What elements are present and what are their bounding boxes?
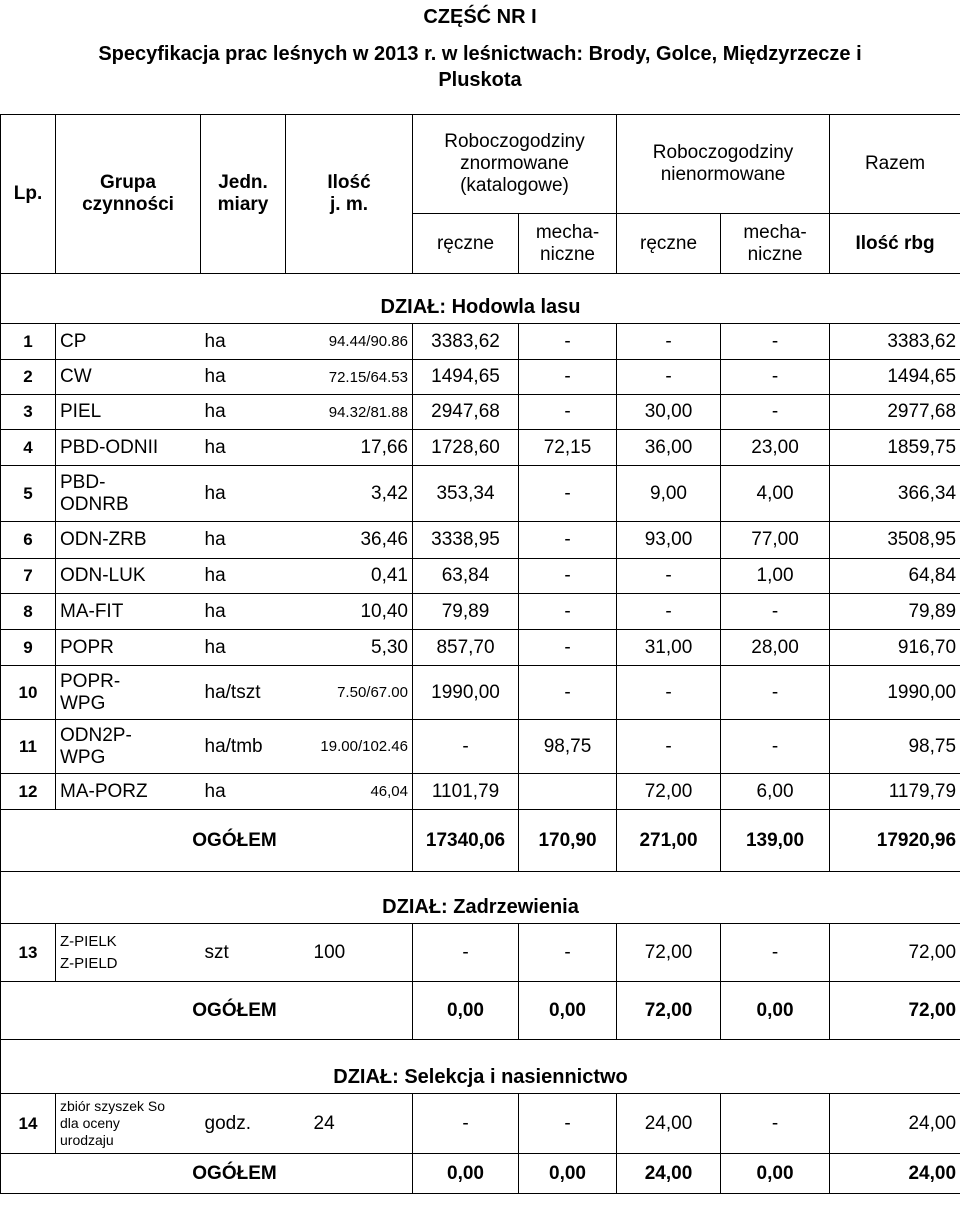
row-jedn: ha/tmb [201, 720, 286, 774]
table-row [1, 720, 960, 774]
row-jedn: ha [201, 324, 286, 360]
row-razem: 1859,75 [830, 430, 960, 466]
row-grupa-line2: ODNRB [60, 493, 129, 515]
row-grupa [56, 466, 201, 522]
row-razem: 3508,95 [830, 522, 960, 559]
row-reczne-nienorm: 93,00 [617, 522, 721, 559]
row-lp: 11 [1, 720, 56, 774]
table-row [1, 360, 960, 395]
table-row [1, 774, 960, 810]
row-razem: 64,84 [830, 559, 960, 594]
row-ilosc: 17,66 [286, 430, 413, 466]
total-mech-norm: 170,90 [519, 810, 617, 872]
header-ilosc [286, 115, 413, 274]
header-reczne-norm: ręczne [413, 214, 519, 274]
row-reczne-norm: 1728,60 [413, 430, 519, 466]
row-reczne-nienorm: 9,00 [617, 466, 721, 522]
header-ilosc-line2: j. m. [329, 194, 368, 215]
header-grupa [56, 115, 201, 274]
row-mech-nienorm: 1,00 [721, 559, 830, 594]
total-mech-nienorm: 0,00 [721, 1154, 830, 1194]
table-row [1, 430, 960, 466]
row-ilosc: 19.00/102.46 [286, 720, 413, 774]
row-grupa: ODN-LUK [56, 559, 201, 594]
table-row [1, 594, 960, 630]
row-razem: 916,70 [830, 630, 960, 666]
row-jedn: ha [201, 774, 286, 810]
total-razem: 17920,96 [830, 810, 960, 872]
row-lp: 12 [1, 774, 56, 810]
row-ilosc: 36,46 [286, 522, 413, 559]
header-mech-nienorm-line2: niczne [747, 243, 803, 265]
row-jedn: ha [201, 466, 286, 522]
row-grupa: PIEL [56, 395, 201, 430]
row-mech-nienorm: 4,00 [721, 466, 830, 522]
row-grupa-line2: WPG [60, 746, 106, 768]
row-razem: 3383,62 [830, 324, 960, 360]
row-lp: 9 [1, 630, 56, 666]
row-reczne-norm: - [413, 720, 519, 774]
row-reczne-nienorm: - [617, 559, 721, 594]
row-reczne-nienorm: - [617, 720, 721, 774]
row-reczne-norm: 353,34 [413, 466, 519, 522]
row-grupa: ODN-ZRB [56, 522, 201, 559]
row-lp: 5 [1, 466, 56, 522]
row-grupa [56, 924, 201, 982]
row-ilosc: 7.50/67.00 [286, 666, 413, 720]
total-reczne-norm: 17340,06 [413, 810, 519, 872]
row-mech-norm: - [519, 630, 617, 666]
row-ilosc: 24 [286, 1094, 413, 1154]
row-mech-norm: - [519, 666, 617, 720]
row-jedn: ha/tszt [201, 666, 286, 720]
row-lp: 1 [1, 324, 56, 360]
header-norm [413, 115, 617, 214]
row-grupa [56, 666, 201, 720]
row-reczne-nienorm: - [617, 594, 721, 630]
total-reczne-nienorm: 271,00 [617, 810, 721, 872]
header-reczne-nienorm: ręczne [617, 214, 721, 274]
total-reczne-norm: 0,00 [413, 1154, 519, 1194]
row-jedn: ha [201, 630, 286, 666]
row-reczne-norm: 1101,79 [413, 774, 519, 810]
header-row-1 [1, 115, 960, 214]
row-grupa-line2: dla oceny [60, 1115, 120, 1131]
row-reczne-norm: 3338,95 [413, 522, 519, 559]
total-reczne-nienorm: 24,00 [617, 1154, 721, 1194]
row-mech-norm [519, 774, 617, 810]
row-reczne-norm: 1990,00 [413, 666, 519, 720]
row-mech-nienorm: 23,00 [721, 430, 830, 466]
row-mech-nienorm: - [721, 324, 830, 360]
row-mech-norm: - [519, 594, 617, 630]
row-lp: 7 [1, 559, 56, 594]
row-grupa: MA-PORZ [56, 774, 201, 810]
row-lp: 3 [1, 395, 56, 430]
row-reczne-nienorm: 72,00 [617, 924, 721, 982]
header-jedn-line2: miary [217, 194, 269, 215]
header-ilosc-rbg: Ilość rbg [830, 214, 960, 274]
row-reczne-norm: 857,70 [413, 630, 519, 666]
row-reczne-nienorm: - [617, 360, 721, 395]
row-lp: 8 [1, 594, 56, 630]
header-razem: Razem [830, 115, 960, 214]
section-title-zadrzewienia: DZIAŁ: Zadrzewienia [1, 872, 960, 924]
spec-title-line1: Specyfikacja prac leśnych w 2013 r. w leśnictwach: Brody, Golce, Międzyrzecze i [98, 43, 862, 65]
row-razem: 1494,65 [830, 360, 960, 395]
row-razem: 72,00 [830, 924, 960, 982]
header-jedn [201, 115, 286, 274]
total-label: OGÓŁEM [1, 1154, 413, 1194]
row-reczne-norm: - [413, 1094, 519, 1154]
total-mech-nienorm: 139,00 [721, 810, 830, 872]
total-row [1, 1154, 960, 1194]
total-mech-norm: 0,00 [519, 982, 617, 1040]
row-jedn: szt [201, 924, 286, 982]
row-grupa [56, 720, 201, 774]
header-mech-nienorm-line1: mecha- [743, 221, 807, 243]
part-title: CZĘŚĆ NR I [423, 6, 537, 28]
row-mech-nienorm: 6,00 [721, 774, 830, 810]
row-reczne-norm: 3383,62 [413, 324, 519, 360]
row-mech-norm: - [519, 559, 617, 594]
row-reczne-nienorm: 36,00 [617, 430, 721, 466]
row-ilosc: 3,42 [286, 466, 413, 522]
row-reczne-norm: 79,89 [413, 594, 519, 630]
row-ilosc: 5,30 [286, 630, 413, 666]
row-mech-norm: 72,15 [519, 430, 617, 466]
row-grupa: CP [56, 324, 201, 360]
row-grupa: POPR [56, 630, 201, 666]
header-mech-nienorm [721, 214, 830, 274]
row-ilosc: 72.15/64.53 [286, 360, 413, 395]
row-mech-nienorm: 77,00 [721, 522, 830, 559]
row-reczne-nienorm: 72,00 [617, 774, 721, 810]
header-mech-norm [519, 214, 617, 274]
row-grupa-line1: zbiór szyszek So [60, 1098, 166, 1114]
total-mech-norm: 0,00 [519, 1154, 617, 1194]
row-razem: 1179,79 [830, 774, 960, 810]
table-row [1, 630, 960, 666]
section-row [1, 274, 960, 324]
work-specification-table [0, 114, 960, 1194]
row-jedn: ha [201, 395, 286, 430]
row-lp: 6 [1, 522, 56, 559]
row-mech-nienorm: - [721, 594, 830, 630]
section-row [1, 1040, 960, 1094]
table-row [1, 924, 960, 982]
row-reczne-nienorm: - [617, 666, 721, 720]
total-label: OGÓŁEM [1, 810, 413, 872]
row-ilosc: 100 [286, 924, 413, 982]
section-title-hodowla: DZIAŁ: Hodowla lasu [1, 274, 960, 324]
header-mech-norm-line1: mecha- [535, 221, 600, 243]
row-razem: 366,34 [830, 466, 960, 522]
row-grupa: PBD-ODNII [56, 430, 201, 466]
row-mech-norm: - [519, 360, 617, 395]
row-ilosc: 0,41 [286, 559, 413, 594]
row-mech-norm: - [519, 324, 617, 360]
row-grupa-line1: POPR- [60, 670, 121, 692]
row-reczne-norm: 1494,65 [413, 360, 519, 395]
total-row [1, 810, 960, 872]
total-reczne-norm: 0,00 [413, 982, 519, 1040]
row-razem: 2977,68 [830, 395, 960, 430]
row-mech-norm: - [519, 1094, 617, 1154]
row-grupa-line2: WPG [60, 692, 106, 714]
row-grupa-line1: PBD- [60, 471, 106, 493]
row-reczne-norm: 2947,68 [413, 395, 519, 430]
row-grupa: CW [56, 360, 201, 395]
table-row [1, 522, 960, 559]
row-razem: 79,89 [830, 594, 960, 630]
table-row [1, 395, 960, 430]
row-jedn: ha [201, 594, 286, 630]
header-grupa-line2: czynności [82, 194, 174, 215]
header-nienorm [617, 115, 830, 214]
row-mech-nienorm: 28,00 [721, 630, 830, 666]
row-grupa-line1: Z-PIELK [60, 932, 117, 950]
row-reczne-nienorm: 30,00 [617, 395, 721, 430]
row-lp: 13 [1, 924, 56, 982]
header-norm-line1: Roboczogodziny [444, 131, 585, 152]
row-mech-norm: 98,75 [519, 720, 617, 774]
row-lp: 10 [1, 666, 56, 720]
row-mech-nienorm: - [721, 1094, 830, 1154]
header-ilosc-line1: Ilość [327, 172, 371, 193]
row-mech-nienorm: - [721, 666, 830, 720]
row-ilosc: 94.44/90.86 [286, 324, 413, 360]
row-mech-norm: - [519, 466, 617, 522]
row-mech-nienorm: - [721, 720, 830, 774]
row-grupa-line1: ODN2P- [60, 724, 132, 746]
row-reczne-nienorm: 31,00 [617, 630, 721, 666]
row-mech-nienorm: - [721, 360, 830, 395]
row-grupa [56, 1094, 201, 1154]
header-nienorm-line2: nienormowane [660, 164, 786, 185]
table-row [1, 666, 960, 720]
total-row [1, 982, 960, 1040]
row-ilosc: 94.32/81.88 [286, 395, 413, 430]
spec-title-line2: Pluskota [438, 69, 522, 91]
header-norm-line3: (katalogowe) [460, 175, 569, 196]
row-grupa-line2: Z-PIELD [60, 954, 118, 972]
row-reczne-norm: - [413, 924, 519, 982]
row-jedn: ha [201, 522, 286, 559]
header-nienorm-line1: Roboczogodziny [652, 142, 794, 163]
total-razem: 24,00 [830, 1154, 960, 1194]
header-grupa-line1: Grupa [100, 172, 156, 193]
row-lp: 4 [1, 430, 56, 466]
header-lp: Lp. [1, 115, 56, 274]
row-jedn: ha [201, 360, 286, 395]
row-grupa: MA-FIT [56, 594, 201, 630]
total-reczne-nienorm: 72,00 [617, 982, 721, 1040]
row-jedn: godz. [201, 1094, 286, 1154]
section-title-selekcja: DZIAŁ: Selekcja i nasiennictwo [1, 1040, 960, 1094]
row-mech-norm: - [519, 395, 617, 430]
table-row [1, 466, 960, 522]
row-ilosc: 10,40 [286, 594, 413, 630]
row-mech-nienorm: - [721, 924, 830, 982]
header-mech-norm-line2: niczne [540, 243, 595, 265]
table-row [1, 324, 960, 360]
table-row [1, 559, 960, 594]
row-mech-norm: - [519, 522, 617, 559]
row-mech-norm: - [519, 924, 617, 982]
row-lp: 2 [1, 360, 56, 395]
section-row [1, 872, 960, 924]
row-reczne-norm: 63,84 [413, 559, 519, 594]
row-mech-nienorm: - [721, 395, 830, 430]
total-razem: 72,00 [830, 982, 960, 1040]
header-jedn-line1: Jedn. [218, 172, 268, 193]
total-mech-nienorm: 0,00 [721, 982, 830, 1040]
header-norm-line2: znormowane [460, 153, 569, 174]
row-razem: 1990,00 [830, 666, 960, 720]
row-reczne-nienorm: - [617, 324, 721, 360]
row-grupa-line3: urodzaju [60, 1132, 114, 1148]
row-razem: 24,00 [830, 1094, 960, 1154]
total-label: OGÓŁEM [1, 982, 413, 1040]
row-reczne-nienorm: 24,00 [617, 1094, 721, 1154]
row-lp: 14 [1, 1094, 56, 1154]
row-ilosc: 46,04 [286, 774, 413, 810]
table-row [1, 1094, 960, 1154]
row-jedn: ha [201, 559, 286, 594]
row-jedn: ha [201, 430, 286, 466]
row-razem: 98,75 [830, 720, 960, 774]
